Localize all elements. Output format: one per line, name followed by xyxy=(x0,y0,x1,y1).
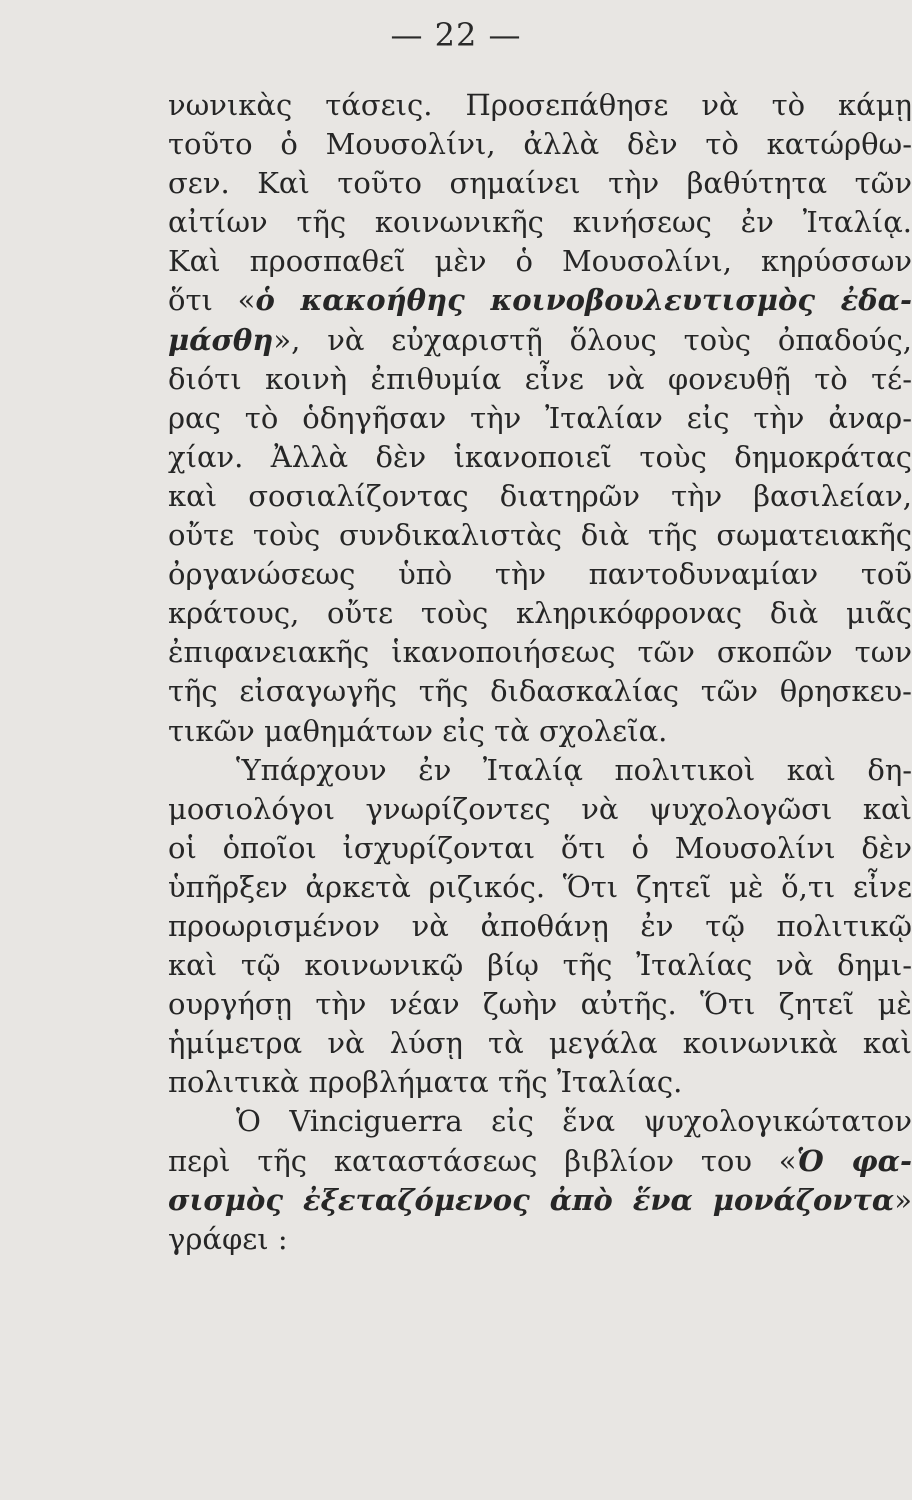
text-line xyxy=(168,242,912,281)
text-line xyxy=(168,438,912,477)
emphasized-text: ὁ κακοήθης κοινοβουλευτισμὸς ἐδα- xyxy=(255,283,912,318)
line-text: γράφει : xyxy=(168,1221,288,1256)
text-line xyxy=(168,985,912,1024)
line-text: Ὁ Vinciguerra εἰς ἕνα ψυχολογικώτατον xyxy=(236,1104,912,1139)
line-text: οἱ ὁποῖοι ἰσχυρίζονται ὅτι ὁ Μουσολίνι δὲν xyxy=(168,830,912,865)
text-line xyxy=(168,203,912,242)
text-line xyxy=(168,321,912,360)
line-text: διότι κοινὴ ἐπιθυμία εἶνε νὰ φονευθῇ τὸ τέ- xyxy=(168,361,912,396)
text-line xyxy=(168,360,912,399)
line-text: τοῦτο ὁ Μουσολίνι, ἀλλὰ δὲν τὸ κατώρθω- xyxy=(168,127,912,162)
text-line xyxy=(168,1102,912,1141)
text-line xyxy=(168,633,912,672)
page-number: — 22 — xyxy=(390,16,522,54)
line-text: ὅτι « xyxy=(168,283,256,318)
line-text: μοσιολόγοι γνωρίζοντες νὰ ψυχολογῶσι καὶ xyxy=(168,791,912,826)
line-text: ουργήσῃ τὴν νέαν ζωὴν αὐτῆς. Ὅτι ζητεῖ μὲ xyxy=(168,987,912,1022)
line-text: καὶ σοσιαλίζοντας διατηρῶν τὴν βασιλείαν, xyxy=(168,478,912,513)
emphasized-text: μάσθη xyxy=(168,322,274,357)
text-line xyxy=(168,594,912,633)
line-text: τικῶν μαθημάτων εἰς τὰ σχολεῖα. xyxy=(168,713,668,748)
text-line xyxy=(168,164,912,203)
text-line xyxy=(168,790,912,829)
text-line xyxy=(168,672,912,711)
text-line xyxy=(168,399,912,438)
line-text: ὀργανώσεως ὑπὸ τὴν παντοδυναμίαν τοῦ xyxy=(168,557,912,592)
line-text: καὶ τῷ κοινωνικῷ βίῳ τῆς Ἰταλίας νὰ δημι- xyxy=(168,948,912,983)
line-text: Ὑπάρχουν ἐν Ἰταλίᾳ πολιτικοὶ καὶ δη- xyxy=(236,752,912,787)
line-text: ἡμίμετρα νὰ λύσῃ τὰ μεγάλα κοινωνικὰ καὶ xyxy=(168,1026,912,1061)
line-text: ἐπιφανειακῆς ἱκανοποιήσεως τῶν σκοπῶν των xyxy=(168,635,912,670)
line-text: ὑπῆρξεν ἀρκετὰ ριζικός. Ὅτι ζητεῖ μὲ ὅ,τι εἶνε xyxy=(168,869,912,904)
text-line xyxy=(168,907,912,946)
line-text: χίαν. Ἀλλὰ δὲν ἱκανοποιεῖ τοὺς δημοκράτας xyxy=(168,439,912,474)
line-text: », νὰ εὐχαριστῇ ὅλους τοὺς ὀπαδούς, xyxy=(273,322,912,357)
text-line xyxy=(168,1024,912,1063)
text-line xyxy=(168,477,912,516)
line-text: σεν. Καὶ τοῦτο σημαίνει τὴν βαθύτητα τῶν xyxy=(168,166,912,201)
text-line xyxy=(168,1220,912,1259)
line-text: κράτους, οὔτε τοὺς κληρικόφρονας διὰ μιᾶς xyxy=(168,596,912,631)
line-text: προωρισμένον νὰ ἀποθάνῃ ἐν τῷ πολιτικῷ xyxy=(168,908,912,943)
text-line xyxy=(168,516,912,555)
text-line xyxy=(168,1063,912,1102)
line-text: τῆς εἰσαγωγῆς τῆς διδασκαλίας τῶν θρησκευ- xyxy=(168,674,912,709)
text-line xyxy=(168,281,912,320)
emphasized-text: σισμὸς ἐξεταζόμενος ἀπὸ ἕνα μονάζοντα xyxy=(168,1182,895,1217)
line-text: περὶ τῆς καταστάσεως βιβλίον του « xyxy=(168,1143,797,1178)
text-line xyxy=(168,829,912,868)
text-line xyxy=(168,868,912,907)
line-text: οὔτε τοὺς συνδικαλιστὰς διὰ τῆς σωματειακῆς xyxy=(168,518,912,553)
text-line xyxy=(168,751,912,790)
emphasized-text: Ὁ φα- xyxy=(796,1143,912,1178)
line-text: Καὶ προσπαθεῖ μὲν ὁ Μουσολίνι, κηρύσσων xyxy=(168,244,912,279)
line-text: νωνικὰς τάσεις. Προσεπάθησε νὰ τὸ κάμῃ xyxy=(168,88,912,122)
line-text: ρας τὸ ὁδηγῆσαν τὴν Ἰταλίαν εἰς τὴν ἀναρ- xyxy=(168,400,912,435)
line-text: » xyxy=(894,1182,912,1217)
body-text xyxy=(168,86,912,1259)
line-text: αἰτίων τῆς κοινωνικῆς κινήσεως ἐν Ἰταλίᾳ. xyxy=(168,205,912,240)
text-line xyxy=(168,946,912,985)
text-line xyxy=(168,1142,912,1181)
text-line xyxy=(168,125,912,164)
text-line xyxy=(168,86,912,125)
line-text: πολιτικὰ προβλήματα τῆς Ἰταλίας. xyxy=(168,1065,683,1100)
text-line xyxy=(168,712,912,751)
text-line xyxy=(168,555,912,594)
text-line xyxy=(168,1181,912,1220)
